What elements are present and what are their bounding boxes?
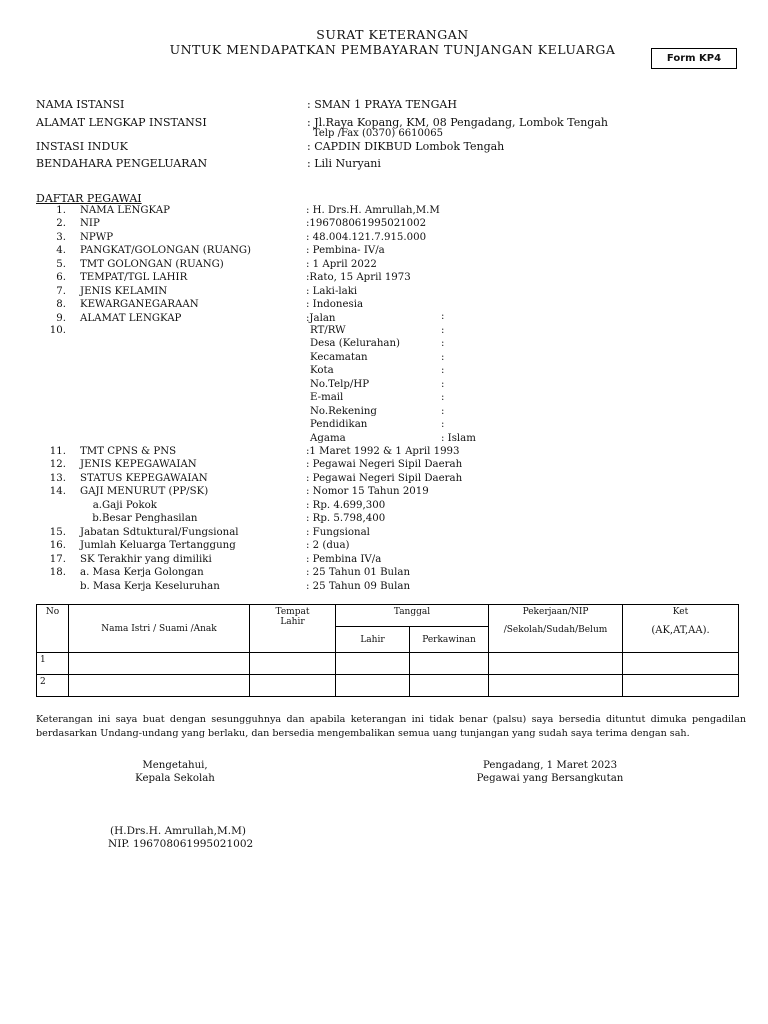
row-value: : Laki-laki — [306, 285, 358, 297]
row-label: JENIS KEPEGAWAIAN — [80, 459, 197, 471]
header-ket-2: (AK,AT,AA). — [651, 625, 710, 636]
document-title: SURAT KETERANGAN — [316, 27, 469, 42]
pegawai-row — [36, 500, 596, 513]
row-label: KEWARGANEGARAAN — [80, 299, 199, 311]
row-number: 4. — [56, 245, 66, 257]
pegawai-row — [36, 554, 596, 567]
row-value: : Rp. 4.699,300 — [306, 499, 386, 511]
alamat-row — [0, 338, 600, 351]
row-value: : Pegawai Negeri Sipil Daerah — [306, 459, 463, 471]
signer-nip: NIP. 196708061995021002 — [108, 838, 254, 850]
alamat-instansi-value: : Jl.Raya Kopang, KM, 08 Pengadang, Lombok Tengah — [307, 116, 608, 129]
row-label: TMT GOLONGAN (RUANG) — [80, 258, 224, 270]
alamat-row — [0, 419, 600, 432]
row-value: : Pegawai Negeri Sipil Daerah — [306, 472, 463, 484]
row-label: TEMPAT/TGL LAHIR — [80, 272, 188, 284]
row-label: NPWP — [80, 231, 114, 243]
header-pekerjaan-1: Pekerjaan/NIP — [522, 607, 589, 617]
mengetahui-label: Mengetahui, — [142, 760, 208, 771]
alamat-value: : — [441, 338, 445, 350]
header-no: No — [37, 605, 69, 653]
pegawai-row — [36, 299, 596, 312]
row-number: 1. — [56, 205, 66, 216]
signer-name: (H.Drs.H. Amrullah,M.M) — [110, 825, 246, 837]
cell — [410, 653, 489, 675]
header-pekerjaan-2: /Sekolah/Sudah/Belum — [503, 625, 608, 635]
cell — [623, 675, 739, 697]
row-number: 14. — [49, 486, 66, 498]
row-label: Besar Penghasilan — [102, 513, 198, 525]
header-tempat: Tempat — [275, 607, 310, 617]
row-number: b. — [92, 513, 102, 525]
alamat-row — [0, 365, 600, 378]
header-tgl-kawin: Perkawinan — [410, 627, 489, 653]
jalan-colon: : — [441, 311, 445, 322]
row-value: : Rp. 5.798,400 — [306, 513, 386, 525]
cell — [69, 653, 250, 675]
document-subtitle: UNTUK MENDAPATKAN PEMBAYARAN TUNJANGAN KELUARGA — [169, 42, 616, 57]
pegawai-row — [36, 259, 596, 272]
row-value: : 1 April 2022 — [306, 258, 377, 270]
alamat-label: E-mail — [310, 392, 344, 404]
row-value: : Fungsional — [306, 526, 370, 538]
row-label: b. Masa Kerja Keseluruhan — [80, 580, 220, 592]
table-row — [37, 653, 739, 675]
row-number: 16. — [49, 540, 66, 552]
instansi-induk-value: : CAPDIN DIKBUD Lombok Tengah — [307, 140, 505, 153]
header-tempat-lahir-2: Lahir — [280, 617, 305, 627]
row-number: 8. — [56, 299, 66, 311]
telp-fax: Telp /Fax (0370) 6610065 — [313, 128, 443, 139]
header-nama: Nama Istri / Suami /Anak — [69, 605, 250, 653]
kepala-sekolah-label: Kepala Sekolah — [135, 773, 215, 784]
cell — [410, 675, 489, 697]
row-label: STATUS KEPEGAWAIAN — [80, 472, 208, 484]
instansi-induk-label: INSTASI INDUK — [36, 140, 128, 153]
cell — [250, 653, 336, 675]
daftar-pegawai-heading: DAFTAR PEGAWAI — [36, 192, 142, 205]
instansi-label: NAMA ISTANSI — [36, 98, 125, 111]
row-label: a. Masa Kerja Golongan — [80, 567, 204, 579]
pegawai-label: Pegawai yang Bersangkutan — [476, 773, 624, 784]
pegawai-row — [36, 232, 596, 245]
row-number: 17. — [49, 553, 66, 565]
header-tanggal: Tanggal — [336, 605, 489, 627]
alamat-label: No.Telp/HP — [310, 378, 370, 390]
row-number: 5. — [56, 258, 66, 270]
alamat-value: : — [441, 365, 445, 377]
row-value: :Rato, 15 April 1973 — [306, 272, 411, 284]
row-value: : 25 Tahun 09 Bulan — [306, 580, 411, 592]
family-table — [36, 604, 739, 697]
pegawai-row — [36, 513, 596, 526]
row-label: Gaji Pokok — [102, 499, 157, 511]
row-number: 3. — [56, 231, 66, 243]
row-value: : 48.004.121.7.915.000 — [306, 231, 427, 243]
pegawai-row — [36, 459, 596, 472]
alamat-label: Agama — [310, 432, 346, 444]
cell — [489, 675, 623, 697]
cell — [336, 675, 410, 697]
alamat-value: : — [441, 378, 445, 390]
row-label: NAMA LENGKAP — [80, 205, 170, 216]
alamat-value: : — [441, 405, 445, 417]
row-value: : Pembina- IV/a — [306, 245, 385, 257]
row-value: : Nomor 15 Tahun 2019 — [306, 486, 429, 498]
cell — [623, 653, 739, 675]
row-number: 12. — [49, 459, 66, 471]
alamat-label: Desa (Kelurahan) — [310, 338, 401, 350]
row-label: NIP — [80, 218, 100, 230]
pegawai-row — [36, 540, 596, 553]
alamat-label: Pendidikan — [310, 419, 368, 431]
alamat-value: : Islam — [441, 432, 476, 444]
row-number: 18. — [49, 567, 66, 579]
pegawai-row — [36, 473, 596, 486]
pegawai-row — [36, 486, 596, 499]
pegawai-row — [36, 205, 596, 218]
alamat-label: RT/RW — [310, 325, 346, 336]
row-label: ALAMAT LENGKAP — [80, 312, 182, 324]
bendahara-label: BENDAHARA PENGELUARAN — [36, 157, 208, 170]
pegawai-row — [36, 272, 596, 285]
header-ket — [623, 605, 739, 653]
alamat-label: Kota — [310, 365, 334, 377]
alamat-row — [0, 392, 600, 405]
form-code-box: Form KP4 — [651, 48, 737, 69]
row-label: GAJI MENURUT (PP/SK) — [80, 486, 209, 498]
pegawai-row — [36, 446, 596, 459]
row-label: Jabatan Sdtuktural/Fungsional — [80, 526, 239, 538]
instansi-value: : SMAN 1 PRAYA TENGAH — [307, 98, 457, 111]
place-date: Pengadang, 1 Maret 2023 — [482, 760, 618, 771]
row-value: : 25 Tahun 01 Bulan — [306, 567, 411, 579]
row-number: 2. — [56, 218, 66, 230]
pegawai-row — [36, 245, 596, 258]
pegawai-row — [36, 527, 596, 540]
row-value: :1 Maret 1992 & 1 April 1993 — [306, 446, 460, 457]
row-number: 13. — [49, 472, 66, 484]
alamat-row — [0, 325, 600, 338]
header-tempat-lahir — [250, 605, 336, 653]
row-number: 10. — [49, 325, 66, 336]
row-value: : Pembina IV/a — [306, 553, 382, 565]
row-number: 7. — [56, 285, 66, 297]
alamat-value: : — [441, 419, 445, 431]
pegawai-row — [36, 218, 596, 231]
row-label: Jumlah Keluarga Tertanggung — [80, 540, 236, 552]
alamat-row — [0, 352, 600, 365]
row-value: :Jalan — [306, 312, 336, 324]
alamat-label: No.Rekening — [310, 405, 377, 417]
pegawai-row — [36, 313, 596, 326]
alamat-row — [0, 433, 600, 446]
pegawai-row — [36, 581, 596, 594]
row-label: SK Terakhir yang dimiliki — [80, 553, 212, 565]
cell — [489, 653, 623, 675]
alamat-label: Kecamatan — [310, 351, 368, 363]
row-no: 1 — [37, 653, 69, 675]
pegawai-row — [36, 567, 596, 580]
row-value: :196708061995021002 — [306, 218, 427, 230]
alamat-instansi-label: ALAMAT LENGKAP INSTANSI — [36, 116, 207, 129]
table-row — [37, 675, 739, 697]
header-tgl-lahir: Lahir — [336, 627, 410, 653]
alamat-value: : — [441, 325, 445, 336]
alamat-row — [0, 406, 600, 419]
row-value: : H. Drs.H. Amrullah,M.M — [306, 205, 440, 216]
row-value: : 2 (dua) — [306, 540, 350, 552]
header-pekerjaan — [489, 605, 623, 653]
alamat-value: : — [441, 392, 445, 404]
row-number: 15. — [49, 526, 66, 538]
row-label: TMT CPNS & PNS — [80, 446, 177, 457]
row-label: JENIS KELAMIN — [80, 285, 168, 297]
row-no: 2 — [37, 675, 69, 697]
statement-paragraph: Keterangan ini saya buat dengan sesungguhnya dan apabila keterangan ini tidak benar (palsu) saya bersedia dituntut dimuka pengadilan berdasarkan Undang-undang yang berlaku, dan bersedia mengembalikan semua uang tunjangan yang sudah saya terima dengan sah. — [36, 714, 746, 739]
row-number: a. — [92, 499, 102, 511]
row-number: 11. — [49, 446, 66, 457]
header-ket-1: Ket — [672, 607, 689, 617]
row-number: 9. — [56, 312, 66, 324]
bendahara-value: : Lili Nuryani — [307, 157, 381, 170]
cell — [69, 675, 250, 697]
cell — [336, 653, 410, 675]
row-value: : Indonesia — [306, 299, 364, 311]
cell — [250, 675, 336, 697]
alamat-value: : — [441, 351, 445, 363]
row-label: PANGKAT/GOLONGAN (RUANG) — [80, 245, 252, 257]
pegawai-row — [36, 286, 596, 299]
alamat-row — [0, 379, 600, 392]
row-number: 6. — [56, 272, 66, 284]
